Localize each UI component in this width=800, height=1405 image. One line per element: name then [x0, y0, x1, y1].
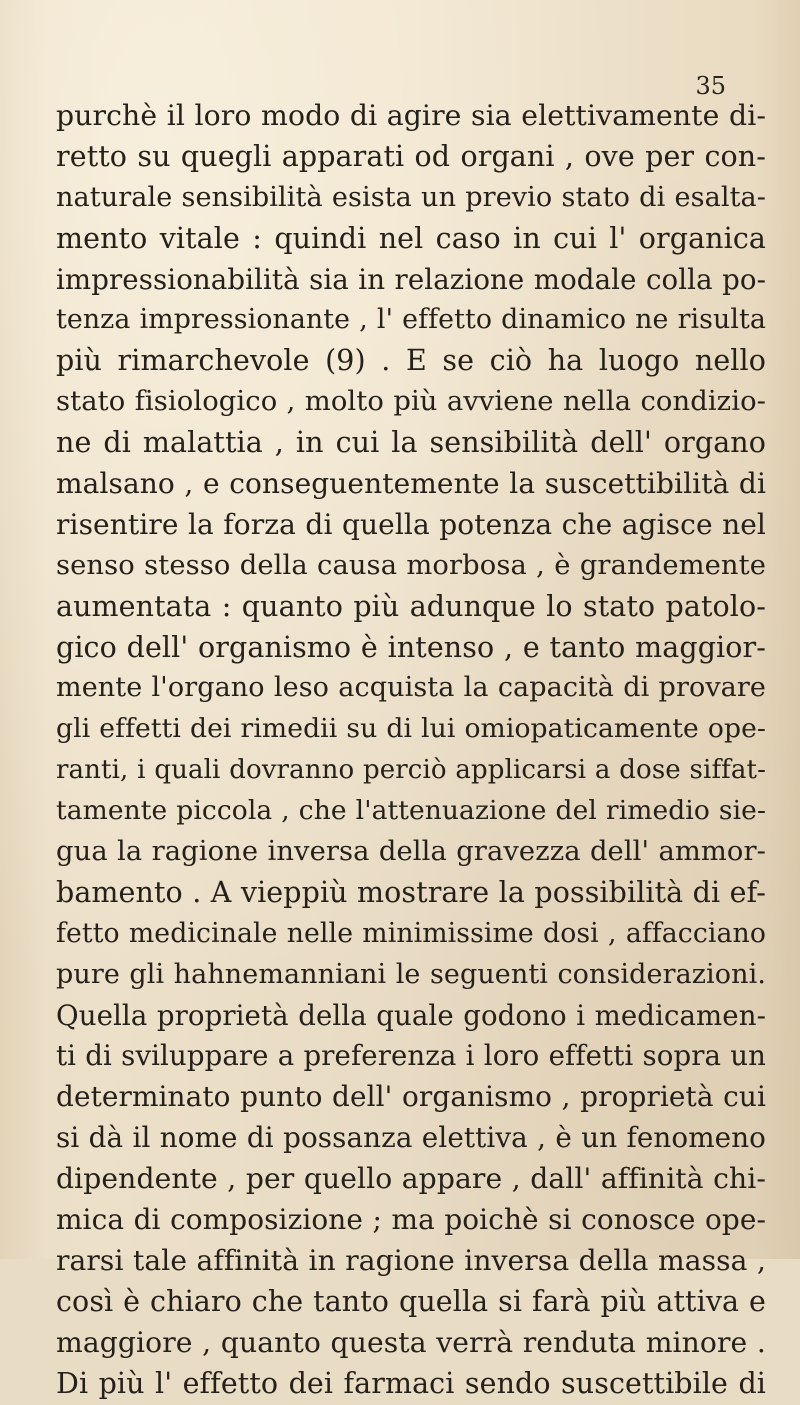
text-line: pure gli hahnemanniani le seguenti considerazioni.	[56, 958, 766, 990]
text-line: bamento . A vieppiù mostrare la possibilità di ef-	[56, 875, 766, 909]
text-line: tamente piccola , che l'attenuazione del rimedio sie-	[56, 795, 766, 827]
text-line: gico dell' organismo è intenso , e tanto maggior-	[56, 630, 766, 664]
text-line: ne di malattia , in cui la sensibilità dell' organo	[56, 426, 766, 460]
text-line: più rimarchevole (9) . E se ciò ha luogo nello	[56, 344, 766, 378]
text-line: aumentata : quanto più adunque lo stato patolo-	[56, 589, 766, 623]
text-line: gua la ragione inversa della gravezza dell' ammor-	[56, 836, 766, 868]
text-line: determinato punto dell' organismo , proprietà cui	[56, 1080, 766, 1114]
text-line: fetto medicinale nelle minimissime dosi , affacciano	[56, 917, 766, 949]
text-line: dipendente , per quello appare , dall' affinità chi-	[56, 1162, 766, 1196]
text-line: tenza impressionante , l' effetto dinamico ne risulta	[56, 304, 766, 336]
page-number: 35	[695, 72, 726, 100]
text-line: risentire la forza di quella potenza che agisce nel	[56, 507, 766, 541]
text-line: Quella proprietà della quale godono i medicamen-	[56, 998, 766, 1032]
text-line: Di più l' effetto dei farmaci sendo suscettibile di	[56, 1366, 766, 1400]
text-line: purchè il loro modo di agire sia elettivamente di-	[56, 99, 766, 132]
body-text	[56, 96, 766, 1405]
text-line: ti di sviluppare a preferenza i loro effetti sopra un	[56, 1039, 766, 1073]
text-line: malsano , e conseguentemente la suscettibilità di	[56, 467, 766, 501]
text-line: gli effetti dei rimedii su di lui omiopaticamente ope-	[56, 713, 766, 745]
text-line: impressionabilità sia in relazione modale colla po-	[56, 262, 766, 296]
text-line: senso stesso della causa morbosa , è grandemente	[56, 549, 766, 581]
text-line: mente l'organo leso acquista la capacità di provare	[56, 672, 766, 704]
text-line: rarsi tale affinità in ragione inversa della massa ,	[56, 1243, 766, 1277]
text-line: ranti, i quali dovranno perciò applicarsi a dose siffat-	[56, 755, 766, 786]
text-line: mento vitale : quindi nel caso in cui l' organica	[56, 221, 766, 255]
text-line: così è chiaro che tanto quella si farà più attiva e	[56, 1284, 766, 1318]
text-line: mica di composizione ; ma poichè si conosce ope-	[56, 1203, 766, 1237]
text-line: stato fisiologico , molto più avviene nella condizio-	[56, 386, 766, 418]
text-line: retto su quegli apparati od organi , ove per con-	[56, 139, 766, 173]
text-line: naturale sensibilità esista un previo stato di esalta-	[56, 181, 766, 213]
text-line: maggiore , quanto questa verrà renduta minore .	[56, 1325, 766, 1359]
text-line: si dà il nome di possanza elettiva , è un fenomeno	[56, 1121, 766, 1155]
